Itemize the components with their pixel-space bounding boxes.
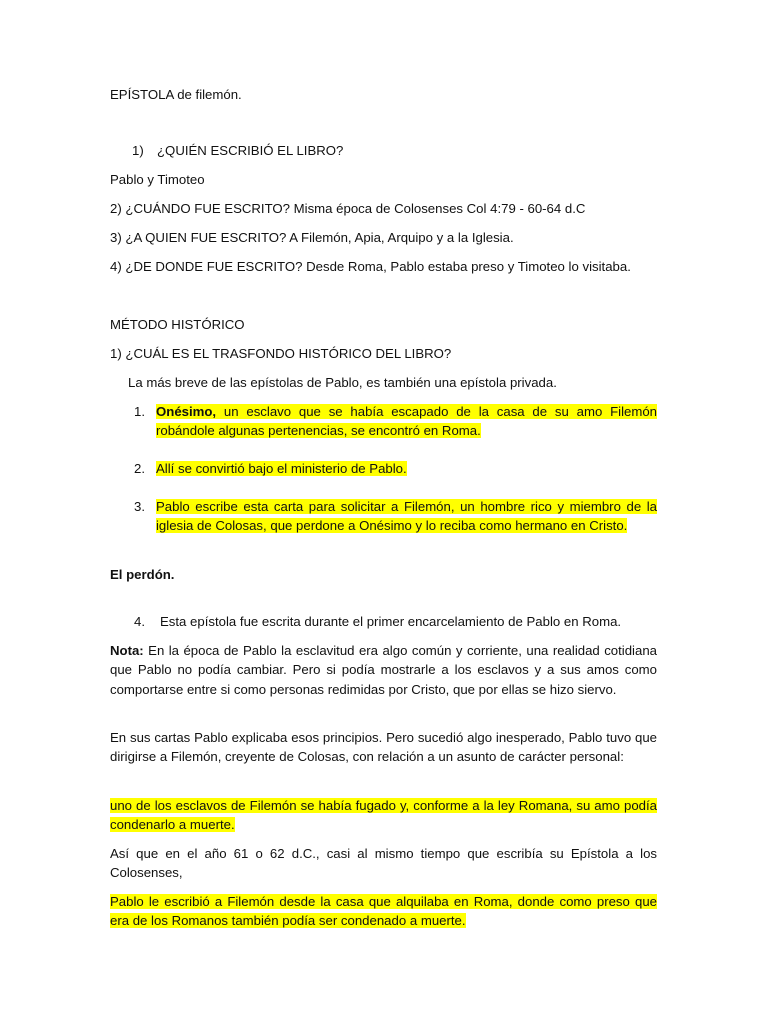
perdon-heading bbox=[110, 565, 174, 584]
answer-1: Pablo y Timoteo bbox=[110, 172, 205, 187]
question-1-number: 1) bbox=[132, 143, 144, 158]
list-item-3 bbox=[156, 497, 657, 536]
question-1: ¿QUIÉN ESCRIBIÓ EL LIBRO? bbox=[157, 143, 344, 158]
list-item-1 bbox=[156, 402, 657, 441]
perdon-heading-text: El perdón. bbox=[110, 567, 175, 582]
list-item-1-text: un esclavo que se había escapado de la casa de su amo Filemón robándole algunas pertenencias, se encontró en Roma. bbox=[156, 404, 657, 439]
list-item-4-number: 4. bbox=[134, 614, 145, 629]
list-item-2 bbox=[156, 459, 657, 478]
highlight-2-text: Pablo le escribió a Filemón desde la casa que alquilaba en Roma, donde como preso que era de los Romanos también podía ser condenado a muerte. bbox=[110, 894, 657, 929]
question-3: 3) ¿A QUIEN FUE ESCRITO? A Filemón, Apia, Arquipo y a la Iglesia. bbox=[110, 230, 514, 245]
question-2: 2) ¿CUÁNDO FUE ESCRITO? Misma época de Colosenses Col 4:79 - 60-64 d.C bbox=[110, 201, 586, 216]
list-item-1-bold: Onésimo, bbox=[156, 404, 217, 419]
document-title: EPÍSTOLA de filemón. bbox=[110, 87, 242, 102]
highlight-paragraph-1 bbox=[110, 796, 657, 835]
method-question-1: 1) ¿CUÁL ES EL TRASFONDO HISTÓRICO DEL LIBRO? bbox=[110, 346, 452, 361]
highlight-1-text: uno de los esclavos de Filemón se había fugado y, conforme a la ley Romana, su amo podía condenarlo a muerte. bbox=[110, 798, 657, 833]
list-item-4: Esta epístola fue escrita durante el primer encarcelamiento de Pablo en Roma. bbox=[160, 614, 622, 629]
nota-label: Nota: bbox=[110, 643, 144, 658]
paragraph-3: Así que en el año 61 o 62 d.C., casi al mismo tiempo que escribía su Epístola a los Colosenses, bbox=[110, 846, 657, 881]
list-item-1-number: 1. bbox=[134, 404, 145, 419]
nota-paragraph bbox=[110, 641, 657, 699]
paragraph-2: En sus cartas Pablo explicaba esos principios. Pero sucedió algo inesperado, Pablo tuvo que dirigirse a Filemón, creyente de Colosas, con relación a un asunto de carácter personal: bbox=[110, 730, 657, 765]
list-item-2-number: 2. bbox=[134, 461, 145, 476]
intro-text: La más breve de las epístolas de Pablo, es también una epístola privada. bbox=[128, 375, 557, 390]
highlight-paragraph-2 bbox=[110, 892, 657, 931]
nota-text: En la época de Pablo la esclavitud era algo común y corriente, una realidad cotidiana que Pablo no podía cambiar. Pero si podía mostrarle a los esclavos y a sus amos como comportarse entre si como personas redimidas por Cristo, que por ellas se hizo siervo. bbox=[110, 643, 657, 697]
question-4: 4) ¿DE DONDE FUE ESCRITO? Desde Roma, Pablo estaba preso y Timoteo lo visitaba. bbox=[110, 259, 631, 274]
list-item-3-number: 3. bbox=[134, 499, 145, 514]
list-item-3-text: Pablo escribe esta carta para solicitar a Filemón, un hombre rico y miembro de la iglesia de Colosas, que perdone a Onésimo y lo reciba como hermano en Cristo. bbox=[156, 499, 657, 534]
list-item-2-text: Allí se convirtió bajo el ministerio de Pablo. bbox=[156, 461, 407, 476]
method-heading: MÉTODO HISTÓRICO bbox=[110, 317, 245, 332]
